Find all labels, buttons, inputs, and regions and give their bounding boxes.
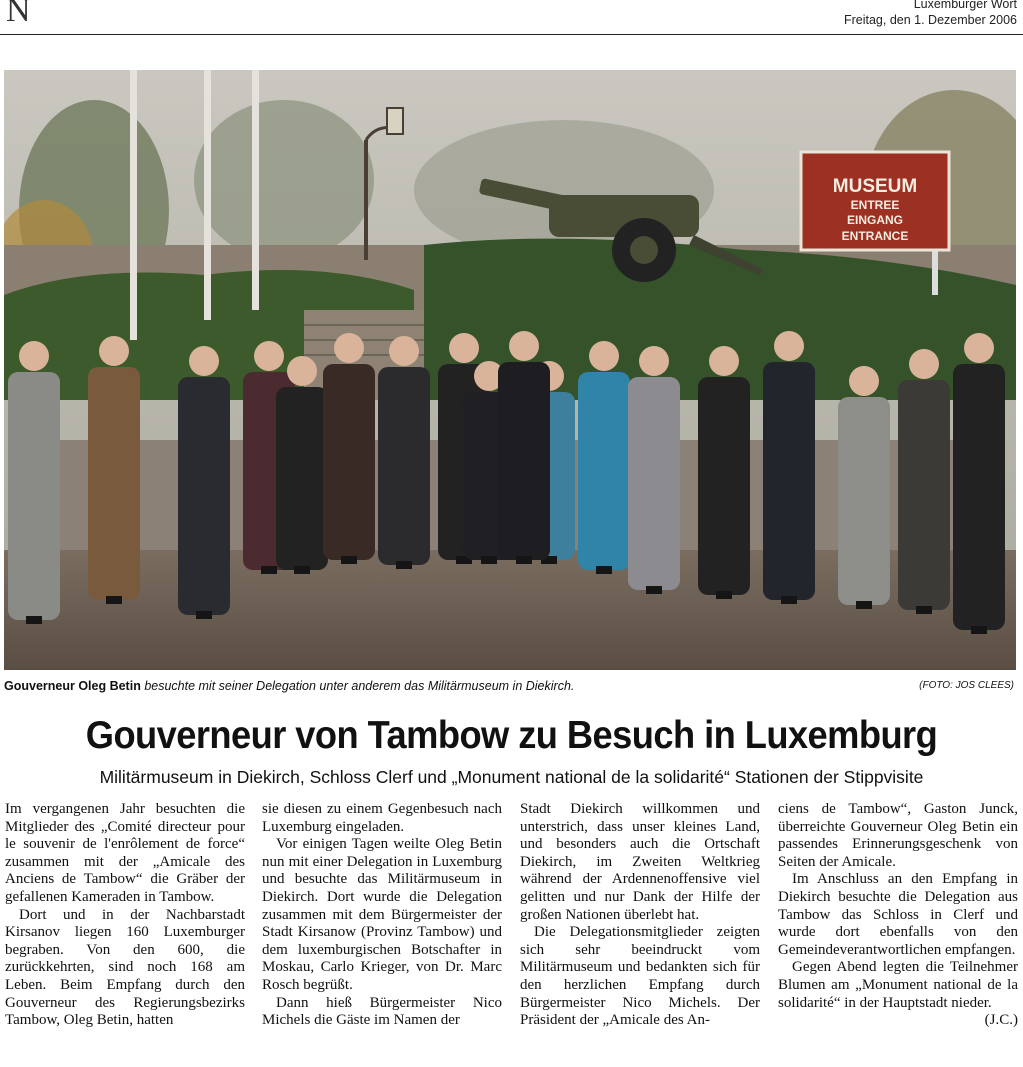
person-shoes xyxy=(294,566,310,574)
person-head xyxy=(334,333,364,363)
person-shoes xyxy=(916,606,932,614)
issue-date: Freitag, den 1. Dezember 2006 xyxy=(843,13,1017,27)
person-figure xyxy=(276,387,328,570)
paragraph: Vor einigen Tagen weilte Oleg Betin nun mit einer Delegation in Luxemburg und besuchte das Militärmuseum in Diekirch. Dort wurde die Delegation zusammen mit dem Bürgermeister der Stadt Kirsanow (Provinz Tambow) und dem luxemburgischen Botschafter in Moskau, Carlo Krieger, von Dr. Marc Rosch begrüßt. xyxy=(262,836,502,993)
person-shoes xyxy=(26,616,42,624)
person-head xyxy=(254,341,284,371)
person-shoes xyxy=(971,626,987,634)
person-head xyxy=(774,331,804,361)
sign-line: ENTRANCE xyxy=(841,229,909,243)
person-shoes xyxy=(856,601,872,609)
person-head xyxy=(589,341,619,371)
paragraph-text: Gegen Abend legten die Teilnehmer Blumen am „Monument national de la solidarité“ in der Hauptstadt nieder. xyxy=(778,959,1018,1011)
flagpole xyxy=(204,70,211,320)
flagpole xyxy=(252,70,259,310)
person-head xyxy=(389,336,419,366)
person-head xyxy=(449,333,479,363)
headline: Gouverneur von Tambow zu Besuch in Luxemburg xyxy=(85,714,938,757)
person-figure xyxy=(378,367,430,565)
sign-line: ENTREE xyxy=(850,198,900,212)
person-shoes xyxy=(716,591,732,599)
person-head xyxy=(287,356,317,386)
person-figure xyxy=(88,367,140,600)
person-shoes xyxy=(396,561,412,569)
person-figure xyxy=(763,362,815,600)
sign-line: EINGANG xyxy=(846,213,904,227)
person-head xyxy=(99,336,129,366)
sign-line: MUSEUM xyxy=(832,176,918,197)
person-head xyxy=(909,349,939,379)
person-head xyxy=(509,331,539,361)
paragraph: Die Delegationsmitglieder zeigten sich sehr beeindruckt vom Militärmuseum und bedankten sich für den herzlichen Empfang durch Bürgermeister Nico Michels. Der Präsident der „Amicale des An- xyxy=(520,924,760,1029)
person-shoes xyxy=(341,556,357,564)
publication-info xyxy=(844,0,1017,28)
subheadline: Militärmuseum in Diekirch, Schloss Clerf und „Monument national de la solidarité“ Stationen der Stippvisite xyxy=(99,767,924,787)
paragraph: Dort und in der Nachbarstadt Kirsanov liegen 160 Luxemburger begraben. Von den 600, die zurückkehrten, sind noch 168 am Leben. Beim Empfang durch den Gouverneur des Regierungsbezirks Tambow, Oleg Betin, hatten xyxy=(5,906,245,1029)
article-column-4 xyxy=(778,801,1018,1030)
person-figure xyxy=(578,372,630,570)
person-head xyxy=(964,333,994,363)
street-lamp xyxy=(364,140,368,260)
page-section-letter: N xyxy=(6,0,31,29)
person-figure xyxy=(498,362,550,560)
group-photo xyxy=(4,70,1016,670)
newspaper-name: Luxemburger Wort xyxy=(913,0,1017,11)
paragraph: ciens de Tambow“, Gaston Junck, überreichte Gouverneur Oleg Betin ein passendes Erinnerungsgeschenk von Seiten der Amicale. xyxy=(778,801,1018,870)
person-head xyxy=(189,346,219,376)
person-figure xyxy=(898,380,950,610)
person-head xyxy=(709,346,739,376)
person-figure xyxy=(628,377,680,590)
paragraph: Stadt Diekirch willkommen und unterstrich, dass unser kleines Land, und besonders auch die Ortschaft Diekirch, im Zweiten Weltkrieg während der Ardennenoffensive viel gelitten und nur Dank der Hilfe der großen Nationen überlebt hat. xyxy=(520,801,760,923)
article-column-1 xyxy=(5,801,245,1030)
person-head xyxy=(849,366,879,396)
article-column-2 xyxy=(262,801,502,1030)
caption-subject: Gouverneur Oleg Betin xyxy=(4,679,141,693)
flagpole xyxy=(130,70,137,340)
photo-credit: (FOTO: JOS CLEES) xyxy=(919,680,1014,691)
paragraph: Dann hieß Bürgermeister Nico Michels die Gäste im Namen der xyxy=(262,994,502,1029)
author-signature: (J.C.) xyxy=(984,1012,1018,1029)
paragraph: Im Anschluss an den Empfang in Diekirch besuchte die Delegation aus Tambow das Schloss in Clerf und wurde dort ebenfalls von den Gemeindeverantwortlichen empfangen. xyxy=(778,871,1018,958)
person-shoes xyxy=(646,586,662,594)
person-figure xyxy=(698,377,750,595)
article-column-3 xyxy=(520,801,760,1030)
person-shoes xyxy=(481,556,497,564)
person-head xyxy=(639,346,669,376)
person-shoes xyxy=(196,611,212,619)
person-figure xyxy=(838,397,890,605)
photo-caption xyxy=(4,677,1016,695)
paragraph: Im vergangenen Jahr besuchten die Mitglieder des „Comité directeur pour le souvenir de l'enrôlement de force“ zusammen mit der „Amicale des Anciens de Tambow“ die Gräber der gefallenen Kameraden in Tambow. xyxy=(5,801,245,905)
person-shoes xyxy=(106,596,122,604)
paragraph xyxy=(778,959,1018,1029)
caption-text: besuchte mit seiner Delegation unter anderem das Militärmuseum in Diekirch. xyxy=(140,679,575,693)
person-shoes xyxy=(261,566,277,574)
person-figure xyxy=(953,364,1005,630)
paragraph: sie diesen zu einem Gegenbesuch nach Luxemburg eingeladen. xyxy=(262,801,502,835)
person-shoes xyxy=(596,566,612,574)
person-head xyxy=(19,341,49,371)
person-shoes xyxy=(781,596,797,604)
person-figure xyxy=(323,364,375,560)
person-figure xyxy=(178,377,230,615)
person-shoes xyxy=(516,556,532,564)
masthead xyxy=(0,0,1023,35)
person-figure xyxy=(8,372,60,620)
